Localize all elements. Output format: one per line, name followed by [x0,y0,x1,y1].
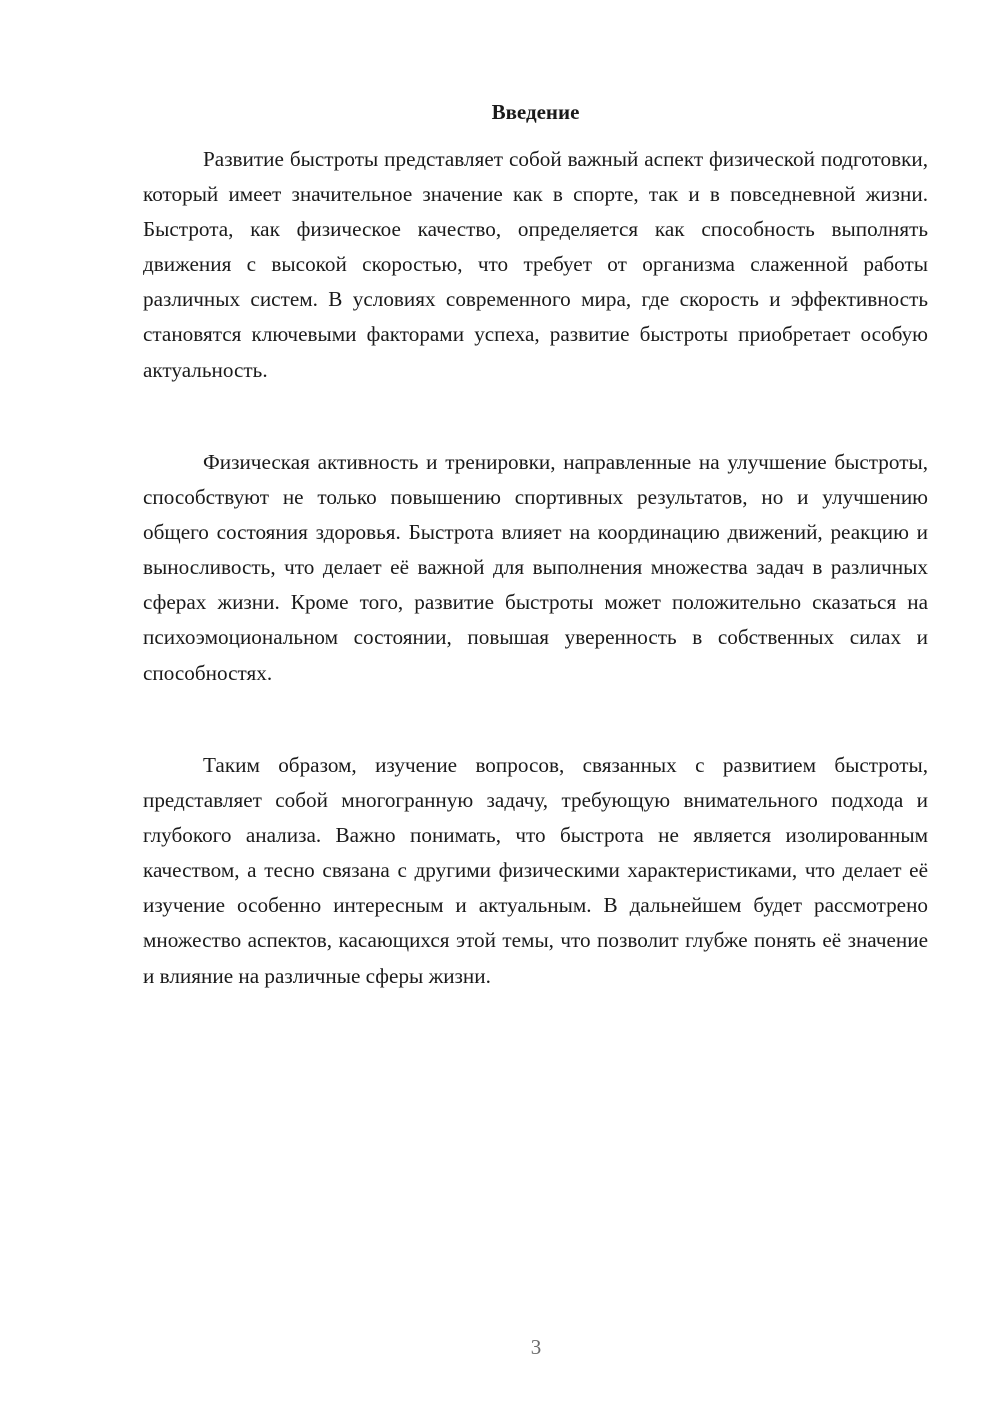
intro-paragraph-1: Развитие быстроты представляет собой важный аспект физической подготовки, который имеет значительное значение как в спорте, так и в повседневной жизни. Быстрота, как физическое качество, определяется как способность выполнять движения с высокой скоростью, что требует от организма слаженной работы различных систем. В условиях современного мира, где скорость и эффективность становятся ключевыми факторами успеха, развитие быстроты приобретает особую актуальность. [143,147,928,382]
intro-paragraph-3: Таким образом, изучение вопросов, связанных с развитием быстроты, представляет собой многогранную задачу, требующую внимательного подхода и глубокого анализа. Важно понимать, что быстрота не является изолированным качеством, а тесно связана с другими физическими характеристиками, что делает её изучение особенно интересным и актуальным. В дальнейшем будет рассмотрено множество аспектов, касающихся этой темы, что позволит глубже понять её значение и влияние на различные сферы жизни. [143,753,928,988]
intro-paragraph-2: Физическая активность и тренировки, направленные на улучшение быстроты, способствуют не только повышению спортивных результатов, но и улучшению общего состояния здоровья. Быстрота влияет на координацию движений, реакцию и выносливость, что делает её важной для выполнения множества задач в различных сферах жизни. Кроме того, развитие быстроты может положительно сказаться на психоэмоциональном состоянии, повышая уверенность в собственных силах и способностях. [143,450,928,685]
section-heading: Введение [491,100,580,124]
page-number: 3 [530,1335,542,1359]
